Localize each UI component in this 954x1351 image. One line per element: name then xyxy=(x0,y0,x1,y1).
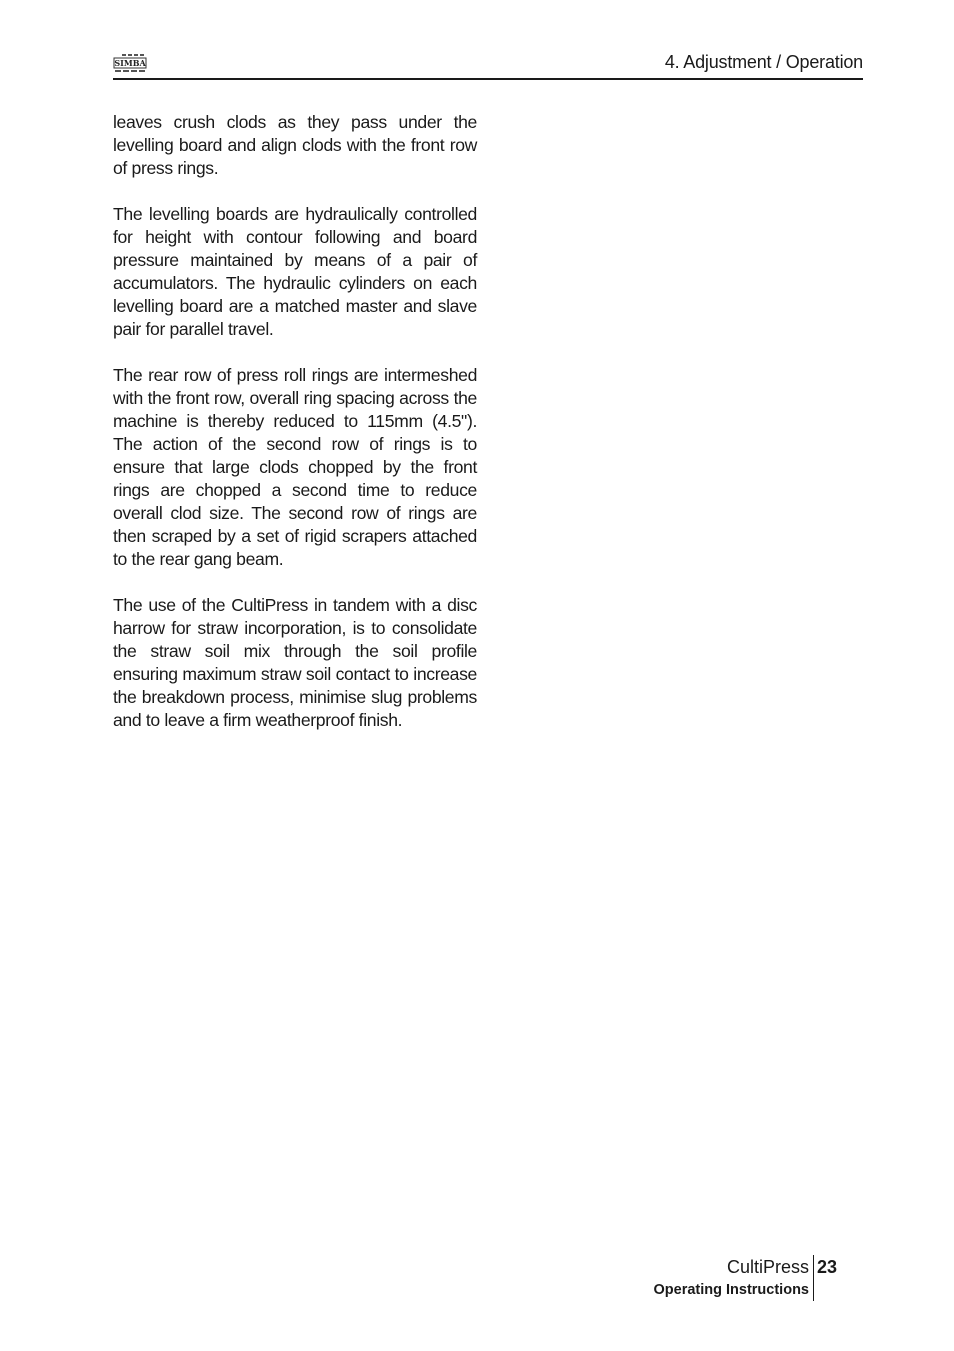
footer-subtitle: Operating Instructions xyxy=(653,1282,809,1298)
body-text xyxy=(113,111,477,755)
footer-product-name: CultiPress xyxy=(726,1257,809,1277)
paragraph-levelling-boards: The levelling boards are hydraulically controlled for height with contour following and board pressure maintained by means of a pair of accumulators. The hydraulic cylinders on each levelling board are a matched master and slave pair for parallel travel. xyxy=(113,204,477,339)
simba-logo xyxy=(113,54,147,74)
footer-title-block xyxy=(654,1255,815,1301)
page-footer xyxy=(599,1255,859,1301)
page-header xyxy=(113,48,863,80)
paragraph-clod-crushing: leaves crush clods as they pass under the levelling board and align clods with the front row of press rings. xyxy=(113,112,477,178)
section-title: 4. Adjustment / Operation xyxy=(664,52,863,72)
paragraph-rear-rings: The rear row of press roll rings are intermeshed with the front row, overall ring spacing across the machine is thereby reduced to 115mm (4.5"). The action of the second row of rings is to ensure that large clods chopped by the front rings are chopped a second time to reduce overall clod size. The second row of rings are then scraped by a set of rigid scrapers attached to the rear gang beam. xyxy=(113,365,477,569)
paragraph-tandem-use: The use of the CultiPress in tandem with a disc harrow for straw incorporation, is to consolidate the straw soil mix through the soil profile ensuring maximum straw soil contact to increase the breakdown process, minimise slug problems and to leave a firm weatherproof finish. xyxy=(113,595,477,730)
svg-text:SIMBA: SIMBA xyxy=(114,58,146,68)
page-number: 23 xyxy=(816,1257,837,1277)
